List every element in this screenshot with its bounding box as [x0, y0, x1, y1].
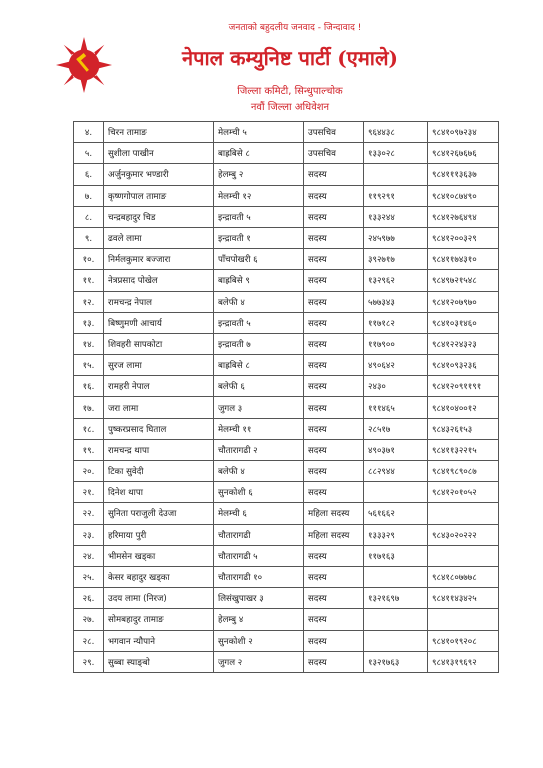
row-number: १३. [74, 312, 104, 333]
table-row [74, 270, 499, 291]
member-phone: ९८४३२६१५३ [428, 418, 499, 439]
member-post: सदस्य [304, 418, 364, 439]
member-address: इन्द्रावती १ [214, 227, 304, 248]
row-number: १६. [74, 376, 104, 397]
member-name: दिनेश थापा [104, 482, 214, 503]
row-number: २०. [74, 461, 104, 482]
hammer-sickle-star-logo [55, 36, 113, 94]
member-address: मेलम्ची ११ [214, 418, 304, 439]
member-address: चौतारागढी [214, 524, 304, 545]
committee-name: जिल्ला कमिटी, सिन्धुपाल्चोक [237, 86, 343, 97]
member-post: सदस्य [304, 609, 364, 630]
member-post: सदस्य [304, 185, 364, 206]
member-phone: ९८४१२७६४९४ [428, 206, 499, 227]
member-address: इन्द्रावती ७ [214, 333, 304, 354]
row-number: २८. [74, 630, 104, 651]
table-row [74, 312, 499, 333]
member-number: १३३२४४ [364, 206, 428, 227]
member-phone: ९८४११७४३१० [428, 249, 499, 270]
table-row [74, 630, 499, 651]
member-address: चौतारागढी १० [214, 566, 304, 587]
member-name: रामहरी नेपाल [104, 376, 214, 397]
member-address: बलेफी ४ [214, 291, 304, 312]
member-number: १३३३२९ [364, 524, 428, 545]
member-address: चौतारागढी २ [214, 439, 304, 460]
table-row [74, 291, 499, 312]
table-row [74, 545, 499, 566]
member-name: नेत्रप्रसाद पोखेल [104, 270, 214, 291]
member-number: ४९०६४२ [364, 355, 428, 376]
row-number: १४. [74, 333, 104, 354]
member-post: उपसचिव [304, 122, 364, 143]
member-address: बाह्रबिसे ८ [214, 143, 304, 164]
row-number: ५. [74, 143, 104, 164]
row-number: ९. [74, 227, 104, 248]
member-post: सदस्य [304, 588, 364, 609]
table-row [74, 397, 499, 418]
member-post: सदस्य [304, 566, 364, 587]
member-name: उदय लामा (निरज) [104, 588, 214, 609]
row-number: ११. [74, 270, 104, 291]
table-row [74, 418, 499, 439]
member-number: ९६४४३८ [364, 122, 428, 143]
row-number: २४. [74, 545, 104, 566]
member-name: निर्मलकुमार बज्जारा [104, 249, 214, 270]
member-post: सदस्य [304, 376, 364, 397]
member-number [364, 609, 428, 630]
row-number: १२. [74, 291, 104, 312]
row-number: १७. [74, 397, 104, 418]
member-phone [428, 609, 499, 630]
member-number [364, 164, 428, 185]
table-row [74, 439, 499, 460]
member-phone: ९८४१२६७६७६ [428, 143, 499, 164]
row-number: ७. [74, 185, 104, 206]
table-row [74, 143, 499, 164]
member-name: बिष्णुमणी आचार्य [104, 312, 214, 333]
table-row [74, 122, 499, 143]
table-row [74, 164, 499, 185]
table-row [74, 185, 499, 206]
table-row [74, 482, 499, 503]
member-address: इन्द्रावती ५ [214, 312, 304, 333]
member-name: सुरज लामा [104, 355, 214, 376]
row-number: २३. [74, 524, 104, 545]
member-post: महिला सदस्य [304, 524, 364, 545]
member-name: पुष्करप्रसाद घिताल [104, 418, 214, 439]
member-phone: ९८४१३१९६९२ [428, 651, 499, 672]
member-post: सदस्य [304, 439, 364, 460]
member-address: हेलम्बु २ [214, 164, 304, 185]
member-phone: ९८४१०४००१२ [428, 397, 499, 418]
member-name: सुनिता पराजुली देउजा [104, 503, 214, 524]
event-name: नवौं जिल्ला अधिवेशन [250, 102, 330, 113]
member-phone: ९८४१११३६३७ [428, 164, 499, 185]
member-number: ८८२९४४ [364, 461, 428, 482]
member-phone: ९८४१२०१०५२ [428, 482, 499, 503]
member-number [364, 482, 428, 503]
member-name: जरा लामा [104, 397, 214, 418]
member-table [73, 121, 499, 673]
member-name: भीमसेन खड्का [104, 545, 214, 566]
member-number [364, 566, 428, 587]
row-number: २९. [74, 651, 104, 672]
table-row [74, 588, 499, 609]
member-post: सदस्य [304, 651, 364, 672]
member-address: मेलम्ची ५ [214, 122, 304, 143]
row-number: १०. [74, 249, 104, 270]
row-number: १९. [74, 439, 104, 460]
member-post: सदस्य [304, 291, 364, 312]
table-row [74, 503, 499, 524]
table-row [74, 227, 499, 248]
member-name: ढवले लामा [104, 227, 214, 248]
table-row [74, 333, 499, 354]
row-number: २१. [74, 482, 104, 503]
member-post: सदस्य [304, 461, 364, 482]
member-number: २४३० [364, 376, 428, 397]
member-address: जुगल २ [214, 651, 304, 672]
member-address: बाह्रबिसे ९ [214, 270, 304, 291]
row-number: १५. [74, 355, 104, 376]
member-name: चन्द्रबहादुर चिड [104, 206, 214, 227]
member-phone: ९८४१२२४३२३ [428, 333, 499, 354]
member-name: सोमबहादुर तामाङ [104, 609, 214, 630]
member-phone [428, 545, 499, 566]
member-address: मेलम्ची ६ [214, 503, 304, 524]
member-name: टिका सुवेदी [104, 461, 214, 482]
member-name: रामचन्द्र नेपाल [104, 291, 214, 312]
table-row [74, 651, 499, 672]
member-post: सदस्य [304, 333, 364, 354]
table-row [74, 376, 499, 397]
member-address: चौतारागढी ५ [214, 545, 304, 566]
member-post: उपसचिव [304, 143, 364, 164]
member-number: ३९२७१७ [364, 249, 428, 270]
member-phone: ९८४११४३४२५ [428, 588, 499, 609]
member-phone: ९८४१०९३२३६ [428, 355, 499, 376]
row-number: २२. [74, 503, 104, 524]
member-phone: ९८४३०२०२२२ [428, 524, 499, 545]
member-phone: ९८४१०१९२०८ [428, 630, 499, 651]
member-number: १११४६५ [364, 397, 428, 418]
member-table-body [74, 122, 499, 673]
member-post: सदस्य [304, 482, 364, 503]
member-address: सुनकोशी २ [214, 630, 304, 651]
member-post: सदस्य [304, 164, 364, 185]
member-address: बलेफी ६ [214, 376, 304, 397]
member-post: सदस्य [304, 545, 364, 566]
member-phone: ९८४१०९७२३४ [428, 122, 499, 143]
member-post: सदस्य [304, 630, 364, 651]
member-post: सदस्य [304, 270, 364, 291]
member-number: ११९२९१ [364, 185, 428, 206]
member-post: महिला सदस्य [304, 503, 364, 524]
member-number: ११७१६३ [364, 545, 428, 566]
row-number: २५. [74, 566, 104, 587]
row-number: ८. [74, 206, 104, 227]
member-number: २८५१७ [364, 418, 428, 439]
member-phone: ९८४१८०७७७८ [428, 566, 499, 587]
party-slogan: जनताको बहुदलीय जनवाद - जिन्दावाद ! [228, 23, 362, 33]
member-phone: ९८४१२०९११९१ [428, 376, 499, 397]
member-name: हरिमाया पुरी [104, 524, 214, 545]
member-name: केसर बहादुर खड्का [104, 566, 214, 587]
member-address: हेलम्बु ४ [214, 609, 304, 630]
table-row [74, 609, 499, 630]
member-phone: ९८४१०३१४६० [428, 312, 499, 333]
member-name: चिरन तामाङ [104, 122, 214, 143]
member-number [364, 630, 428, 651]
member-number: २४५९७७ [364, 227, 428, 248]
table-row [74, 355, 499, 376]
member-number: ५७७३४३ [364, 291, 428, 312]
member-number: ४९०३७१ [364, 439, 428, 460]
member-address: बाह्रबिसे ८ [214, 355, 304, 376]
member-post: सदस्य [304, 206, 364, 227]
row-number: ४. [74, 122, 104, 143]
member-phone: ९८४१२०७९७० [428, 291, 499, 312]
member-phone: ९८४१०८७४९० [428, 185, 499, 206]
member-phone: ९८४१९८९०८७ [428, 461, 499, 482]
member-number: ५६१६६२ [364, 503, 428, 524]
member-name: कृष्णगोपाल तामाङ [104, 185, 214, 206]
member-number: ११७१८२ [364, 312, 428, 333]
party-name: नेपाल कम्युनिष्ट पार्टी (एमाले) [182, 46, 398, 70]
table-row [74, 461, 499, 482]
member-phone: ९८४१२००३२९ [428, 227, 499, 248]
member-phone: ९८४११३२२१५ [428, 439, 499, 460]
table-row [74, 249, 499, 270]
member-name: सुशीला पाखीन [104, 143, 214, 164]
member-number: १३२९६२ [364, 270, 428, 291]
member-post: सदस्य [304, 355, 364, 376]
member-address: मेलम्ची १२ [214, 185, 304, 206]
member-address: जुगल ३ [214, 397, 304, 418]
member-address: बलेफी ४ [214, 461, 304, 482]
member-name: भगवान न्यौपाने [104, 630, 214, 651]
member-name: शिवहरी सापकोटा [104, 333, 214, 354]
member-number: ११७९०० [364, 333, 428, 354]
member-post: सदस्य [304, 397, 364, 418]
member-number: १३३०२८ [364, 143, 428, 164]
member-number: १३२१७६३ [364, 651, 428, 672]
table-row [74, 206, 499, 227]
row-number: ६. [74, 164, 104, 185]
member-address: पाँचपोखरी ६ [214, 249, 304, 270]
member-address: सुनकोशी ६ [214, 482, 304, 503]
member-name: रामचन्द्र थापा [104, 439, 214, 460]
table-row [74, 524, 499, 545]
member-phone: ९८४९७२१५४८ [428, 270, 499, 291]
member-post: सदस्य [304, 312, 364, 333]
row-number: २७. [74, 609, 104, 630]
member-name: सुब्बा स्याङ्बो [104, 651, 214, 672]
row-number: १८. [74, 418, 104, 439]
member-phone [428, 503, 499, 524]
member-post: सदस्य [304, 227, 364, 248]
member-post: सदस्य [304, 249, 364, 270]
member-address: लिसंखुपाखर ३ [214, 588, 304, 609]
member-address: इन्द्रावती ५ [214, 206, 304, 227]
row-number: २६. [74, 588, 104, 609]
member-number: १३२१६९७ [364, 588, 428, 609]
member-name: अर्जुनकुमार भण्डारी [104, 164, 214, 185]
table-row [74, 566, 499, 587]
